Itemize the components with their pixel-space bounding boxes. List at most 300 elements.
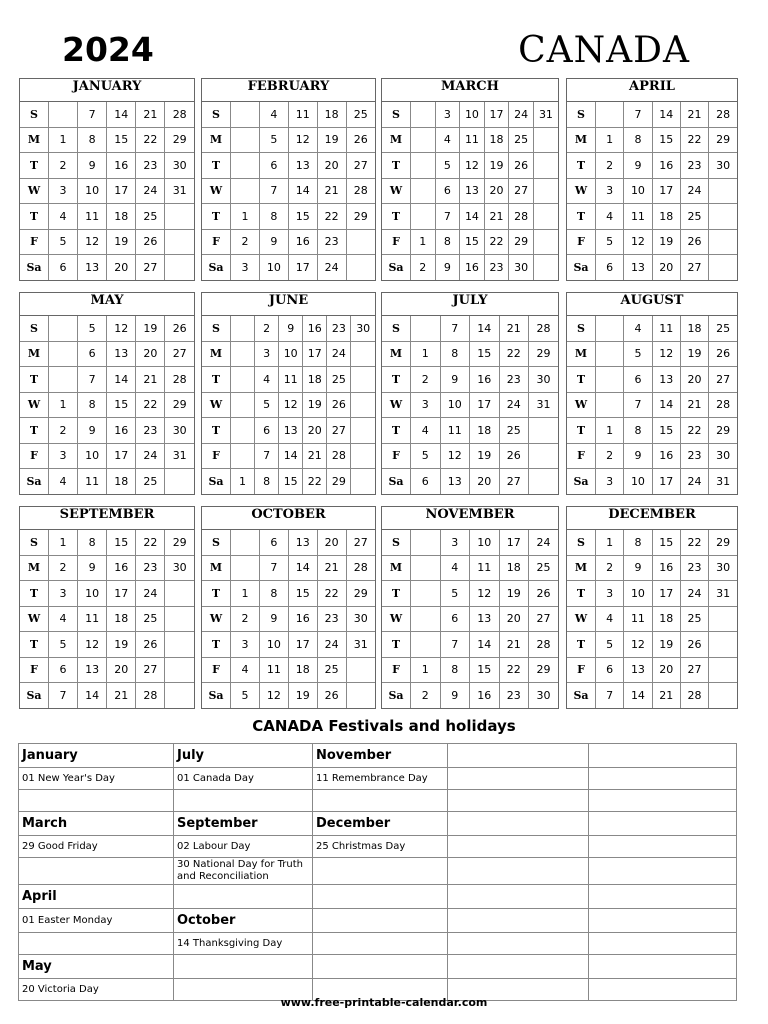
weekday-label: F <box>20 229 49 255</box>
day-cell: 28 <box>529 632 559 658</box>
weekday-label: Sa <box>202 255 231 280</box>
day-cell: 26 <box>136 229 165 255</box>
holiday-row <box>19 858 737 885</box>
holiday-month-heading <box>448 885 589 909</box>
weekday-row <box>567 255 737 280</box>
holiday-cell <box>313 933 448 955</box>
holiday-cell: 01 Easter Monday <box>19 909 174 933</box>
day-cell: 18 <box>652 204 680 230</box>
day-cell <box>709 178 737 204</box>
day-cell <box>231 341 255 367</box>
day-cell <box>411 204 436 230</box>
holiday-row <box>19 955 737 979</box>
month-may <box>19 292 195 495</box>
day-cell: 26 <box>317 683 346 708</box>
day-cell <box>411 555 441 581</box>
day-cell: 4 <box>411 418 441 444</box>
weekday-label: T <box>20 632 49 658</box>
weekday-row <box>202 229 375 255</box>
holiday-cell <box>448 790 589 812</box>
day-cell: 25 <box>499 418 529 444</box>
weekday-label: T <box>567 581 596 607</box>
day-cell: 27 <box>680 255 708 280</box>
day-cell: 16 <box>460 255 485 280</box>
weekday-row <box>202 367 375 393</box>
day-cell: 26 <box>346 127 375 153</box>
weekday-label: M <box>202 555 231 581</box>
holiday-cell <box>313 858 448 885</box>
day-cell: 31 <box>165 178 194 204</box>
day-cell: 20 <box>652 657 680 683</box>
day-cell <box>49 102 78 127</box>
day-cell: 22 <box>317 204 346 230</box>
weekday-row <box>20 683 194 708</box>
holiday-month-heading: July <box>174 744 313 768</box>
day-cell: 7 <box>78 367 107 393</box>
day-cell: 26 <box>165 316 194 341</box>
day-cell: 7 <box>259 178 288 204</box>
month-april <box>566 78 738 281</box>
day-cell: 28 <box>346 178 375 204</box>
day-cell: 16 <box>107 555 136 581</box>
day-cell: 18 <box>317 102 346 127</box>
day-cell: 15 <box>652 530 680 555</box>
day-cell: 27 <box>499 469 529 494</box>
weekday-row <box>567 229 737 255</box>
day-cell: 11 <box>440 418 470 444</box>
month-days-table <box>382 316 558 494</box>
day-cell: 27 <box>509 178 534 204</box>
day-cell: 30 <box>529 683 559 708</box>
weekday-label: T <box>202 153 231 179</box>
day-cell <box>165 204 194 230</box>
day-cell: 16 <box>652 555 680 581</box>
holiday-month-heading: December <box>313 812 448 836</box>
day-cell: 21 <box>652 683 680 708</box>
holiday-row <box>19 909 737 933</box>
day-cell: 11 <box>259 657 288 683</box>
day-cell: 14 <box>288 178 317 204</box>
day-cell: 15 <box>107 392 136 418</box>
day-cell: 16 <box>303 316 327 341</box>
weekday-label: S <box>382 530 411 555</box>
day-cell: 31 <box>346 632 375 658</box>
holiday-month-heading: May <box>19 955 174 979</box>
day-cell: 17 <box>470 392 500 418</box>
holiday-month-heading: September <box>174 812 313 836</box>
weekday-row <box>382 555 558 581</box>
weekday-row <box>382 443 558 469</box>
weekday-row <box>20 581 194 607</box>
holiday-month-heading <box>448 812 589 836</box>
holiday-month-heading <box>313 955 448 979</box>
month-days-table <box>567 530 737 708</box>
day-cell: 5 <box>596 632 624 658</box>
day-cell: 2 <box>49 418 78 444</box>
day-cell: 5 <box>231 683 260 708</box>
month-days-table <box>202 530 375 708</box>
day-cell <box>596 341 624 367</box>
day-cell: 15 <box>652 418 680 444</box>
day-cell: 30 <box>351 316 375 341</box>
day-cell: 22 <box>680 418 708 444</box>
weekday-row <box>382 178 558 204</box>
weekday-label: M <box>382 555 411 581</box>
day-cell <box>529 443 559 469</box>
weekday-row <box>20 204 194 230</box>
weekday-row <box>20 443 194 469</box>
day-cell: 16 <box>652 153 680 179</box>
day-cell: 29 <box>709 418 737 444</box>
weekday-label: S <box>202 316 231 341</box>
day-cell: 29 <box>346 581 375 607</box>
weekday-row <box>20 153 194 179</box>
month-days-table <box>382 102 558 280</box>
holiday-row <box>19 933 737 955</box>
day-cell: 21 <box>136 367 165 393</box>
weekday-row <box>567 443 737 469</box>
footer-url: www.free-printable-calendar.com <box>280 996 488 1009</box>
month-days-table <box>382 530 558 708</box>
weekday-row <box>382 204 558 230</box>
holiday-cell <box>313 909 448 933</box>
weekday-label: Sa <box>382 255 411 280</box>
day-cell: 17 <box>288 632 317 658</box>
weekday-label: T <box>382 153 411 179</box>
weekday-label: M <box>567 341 596 367</box>
weekday-row <box>20 530 194 555</box>
weekday-label: M <box>20 127 49 153</box>
day-cell: 8 <box>78 392 107 418</box>
holiday-cell <box>448 933 589 955</box>
day-cell: 30 <box>709 555 737 581</box>
holiday-month-heading <box>313 885 448 909</box>
weekday-label: M <box>20 341 49 367</box>
day-cell <box>596 316 624 341</box>
weekday-label: F <box>20 443 49 469</box>
holiday-row <box>19 744 737 768</box>
day-cell: 3 <box>255 341 279 367</box>
day-cell: 7 <box>624 102 652 127</box>
month-name: AUGUST <box>567 293 737 316</box>
day-cell: 15 <box>288 204 317 230</box>
day-cell: 18 <box>680 316 708 341</box>
day-cell: 24 <box>327 341 351 367</box>
day-cell: 9 <box>624 555 652 581</box>
day-cell: 6 <box>624 367 652 393</box>
day-cell: 24 <box>499 392 529 418</box>
holiday-cell: 14 Thanksgiving Day <box>174 933 313 955</box>
day-cell: 27 <box>346 153 375 179</box>
weekday-label: S <box>567 316 596 341</box>
weekday-label: W <box>567 606 596 632</box>
holiday-cell: 01 Canada Day <box>174 768 313 790</box>
day-cell <box>231 530 260 555</box>
weekday-row <box>20 367 194 393</box>
weekday-row <box>202 555 375 581</box>
day-cell: 26 <box>709 341 737 367</box>
day-cell <box>231 392 255 418</box>
day-cell: 23 <box>136 153 165 179</box>
day-cell: 5 <box>596 229 624 255</box>
weekday-row <box>202 341 375 367</box>
day-cell: 31 <box>709 581 737 607</box>
day-cell: 10 <box>78 443 107 469</box>
day-cell: 23 <box>680 153 708 179</box>
day-cell: 14 <box>470 316 500 341</box>
day-cell: 10 <box>624 469 652 494</box>
day-cell: 14 <box>470 632 500 658</box>
day-cell: 16 <box>470 683 500 708</box>
day-cell: 14 <box>107 367 136 393</box>
day-cell: 11 <box>78 204 107 230</box>
day-cell: 9 <box>440 367 470 393</box>
day-cell: 9 <box>279 316 303 341</box>
calendar-year: 2024 <box>62 30 154 69</box>
weekday-row <box>382 632 558 658</box>
day-cell: 18 <box>484 127 509 153</box>
day-cell: 30 <box>165 418 194 444</box>
day-cell: 12 <box>78 229 107 255</box>
weekday-label: F <box>202 229 231 255</box>
holiday-cell <box>448 909 589 933</box>
weekday-label: F <box>202 443 231 469</box>
day-cell: 2 <box>49 153 78 179</box>
weekday-label: S <box>382 316 411 341</box>
day-cell: 4 <box>49 606 78 632</box>
day-cell: 28 <box>165 102 194 127</box>
weekday-row <box>382 469 558 494</box>
day-cell: 22 <box>317 581 346 607</box>
day-cell: 19 <box>107 229 136 255</box>
day-cell: 18 <box>107 204 136 230</box>
holiday-month-heading <box>589 744 737 768</box>
weekday-label: W <box>20 392 49 418</box>
day-cell: 10 <box>460 102 485 127</box>
weekday-row <box>567 392 737 418</box>
weekday-row <box>382 367 558 393</box>
day-cell: 2 <box>411 367 441 393</box>
day-cell: 23 <box>136 418 165 444</box>
day-cell: 20 <box>499 606 529 632</box>
day-cell: 11 <box>78 469 107 494</box>
weekday-label: T <box>20 367 49 393</box>
weekday-label: T <box>20 418 49 444</box>
day-cell: 27 <box>136 657 165 683</box>
day-cell: 7 <box>259 555 288 581</box>
day-cell: 7 <box>78 102 107 127</box>
day-cell: 8 <box>259 204 288 230</box>
weekday-row <box>567 418 737 444</box>
weekday-row <box>20 255 194 280</box>
weekday-label: M <box>202 341 231 367</box>
day-cell <box>165 229 194 255</box>
day-cell: 15 <box>460 229 485 255</box>
weekday-label: F <box>202 657 231 683</box>
day-cell: 6 <box>596 657 624 683</box>
weekday-label: T <box>382 367 411 393</box>
weekday-row <box>202 178 375 204</box>
day-cell: 22 <box>680 530 708 555</box>
day-cell: 4 <box>435 127 460 153</box>
holidays-title: CANADA Festivals and holidays <box>252 717 516 735</box>
day-cell: 10 <box>470 530 500 555</box>
day-cell: 27 <box>136 255 165 280</box>
month-july <box>381 292 559 495</box>
day-cell: 19 <box>470 443 500 469</box>
day-cell: 26 <box>499 443 529 469</box>
holiday-cell <box>19 790 174 812</box>
month-december <box>566 506 738 709</box>
day-cell: 8 <box>440 657 470 683</box>
day-cell: 15 <box>279 469 303 494</box>
day-cell: 13 <box>78 255 107 280</box>
weekday-label: Sa <box>567 255 596 280</box>
weekday-label: T <box>567 632 596 658</box>
day-cell: 22 <box>136 530 165 555</box>
day-cell: 26 <box>529 581 559 607</box>
day-cell: 17 <box>303 341 327 367</box>
day-cell: 13 <box>78 657 107 683</box>
weekday-label: W <box>20 178 49 204</box>
holiday-month-heading <box>589 955 737 979</box>
day-cell: 26 <box>327 392 351 418</box>
weekday-row <box>20 555 194 581</box>
day-cell: 20 <box>303 418 327 444</box>
day-cell: 27 <box>680 657 708 683</box>
month-days-table <box>20 316 194 494</box>
day-cell: 25 <box>346 102 375 127</box>
day-cell: 8 <box>435 229 460 255</box>
day-cell <box>346 657 375 683</box>
day-cell: 21 <box>680 392 708 418</box>
weekday-row <box>202 204 375 230</box>
weekday-row <box>567 341 737 367</box>
day-cell: 29 <box>327 469 351 494</box>
day-cell: 4 <box>624 316 652 341</box>
day-cell: 12 <box>440 443 470 469</box>
day-cell: 3 <box>411 392 441 418</box>
day-cell: 7 <box>440 632 470 658</box>
day-cell <box>49 316 78 341</box>
weekday-label: T <box>567 204 596 230</box>
holiday-month-heading <box>448 744 589 768</box>
day-cell: 1 <box>411 229 436 255</box>
day-cell: 1 <box>411 341 441 367</box>
month-january <box>19 78 195 281</box>
holiday-cell <box>174 790 313 812</box>
day-cell: 19 <box>303 392 327 418</box>
day-cell: 12 <box>470 581 500 607</box>
day-cell <box>346 255 375 280</box>
day-cell: 1 <box>596 127 624 153</box>
day-cell: 10 <box>624 581 652 607</box>
day-cell: 29 <box>529 657 559 683</box>
day-cell: 2 <box>596 443 624 469</box>
weekday-row <box>202 469 375 494</box>
day-cell: 15 <box>288 581 317 607</box>
day-cell <box>49 341 78 367</box>
holiday-month-heading <box>589 812 737 836</box>
day-cell: 7 <box>624 392 652 418</box>
holiday-cell <box>589 933 737 955</box>
day-cell: 13 <box>652 367 680 393</box>
day-cell: 20 <box>484 178 509 204</box>
day-cell: 22 <box>680 127 708 153</box>
day-cell: 1 <box>231 469 255 494</box>
weekday-label: W <box>382 392 411 418</box>
day-cell: 2 <box>411 255 436 280</box>
day-cell: 17 <box>652 178 680 204</box>
day-cell: 15 <box>470 657 500 683</box>
weekday-label: F <box>20 657 49 683</box>
weekday-row <box>202 316 375 341</box>
day-cell <box>231 178 260 204</box>
day-cell: 23 <box>317 229 346 255</box>
day-cell <box>709 229 737 255</box>
day-cell: 29 <box>709 127 737 153</box>
day-cell <box>351 469 375 494</box>
weekday-label: F <box>567 657 596 683</box>
holiday-cell <box>448 858 589 885</box>
day-cell: 6 <box>49 255 78 280</box>
weekday-row <box>202 683 375 708</box>
weekday-label: M <box>20 555 49 581</box>
day-cell: 21 <box>499 316 529 341</box>
day-cell: 10 <box>259 632 288 658</box>
holiday-month-heading <box>174 885 313 909</box>
day-cell: 22 <box>136 127 165 153</box>
day-cell: 29 <box>529 341 559 367</box>
day-cell: 5 <box>440 581 470 607</box>
month-august <box>566 292 738 495</box>
day-cell: 26 <box>509 153 534 179</box>
day-cell <box>351 341 375 367</box>
weekday-row <box>20 102 194 127</box>
weekday-label: F <box>567 229 596 255</box>
day-cell <box>351 418 375 444</box>
weekday-label: W <box>382 606 411 632</box>
day-cell <box>165 606 194 632</box>
day-cell: 19 <box>499 581 529 607</box>
day-cell: 6 <box>596 255 624 280</box>
day-cell: 14 <box>460 204 485 230</box>
weekday-row <box>20 606 194 632</box>
day-cell <box>49 367 78 393</box>
day-cell: 9 <box>259 606 288 632</box>
day-cell <box>351 392 375 418</box>
day-cell: 13 <box>288 153 317 179</box>
weekday-label: T <box>567 367 596 393</box>
day-cell: 1 <box>49 530 78 555</box>
day-cell: 27 <box>529 606 559 632</box>
day-cell: 10 <box>78 581 107 607</box>
holidays-table <box>18 743 737 1001</box>
day-cell <box>346 229 375 255</box>
day-cell: 6 <box>78 341 107 367</box>
day-cell: 21 <box>499 632 529 658</box>
day-cell <box>231 418 255 444</box>
weekday-row <box>202 657 375 683</box>
weekday-label: T <box>382 632 411 658</box>
holiday-month-heading: November <box>313 744 448 768</box>
day-cell: 23 <box>499 683 529 708</box>
day-cell <box>231 102 260 127</box>
day-cell: 28 <box>327 443 351 469</box>
weekday-row <box>567 581 737 607</box>
holiday-cell: 20 Victoria Day <box>19 979 174 1001</box>
month-name: MAY <box>20 293 194 316</box>
